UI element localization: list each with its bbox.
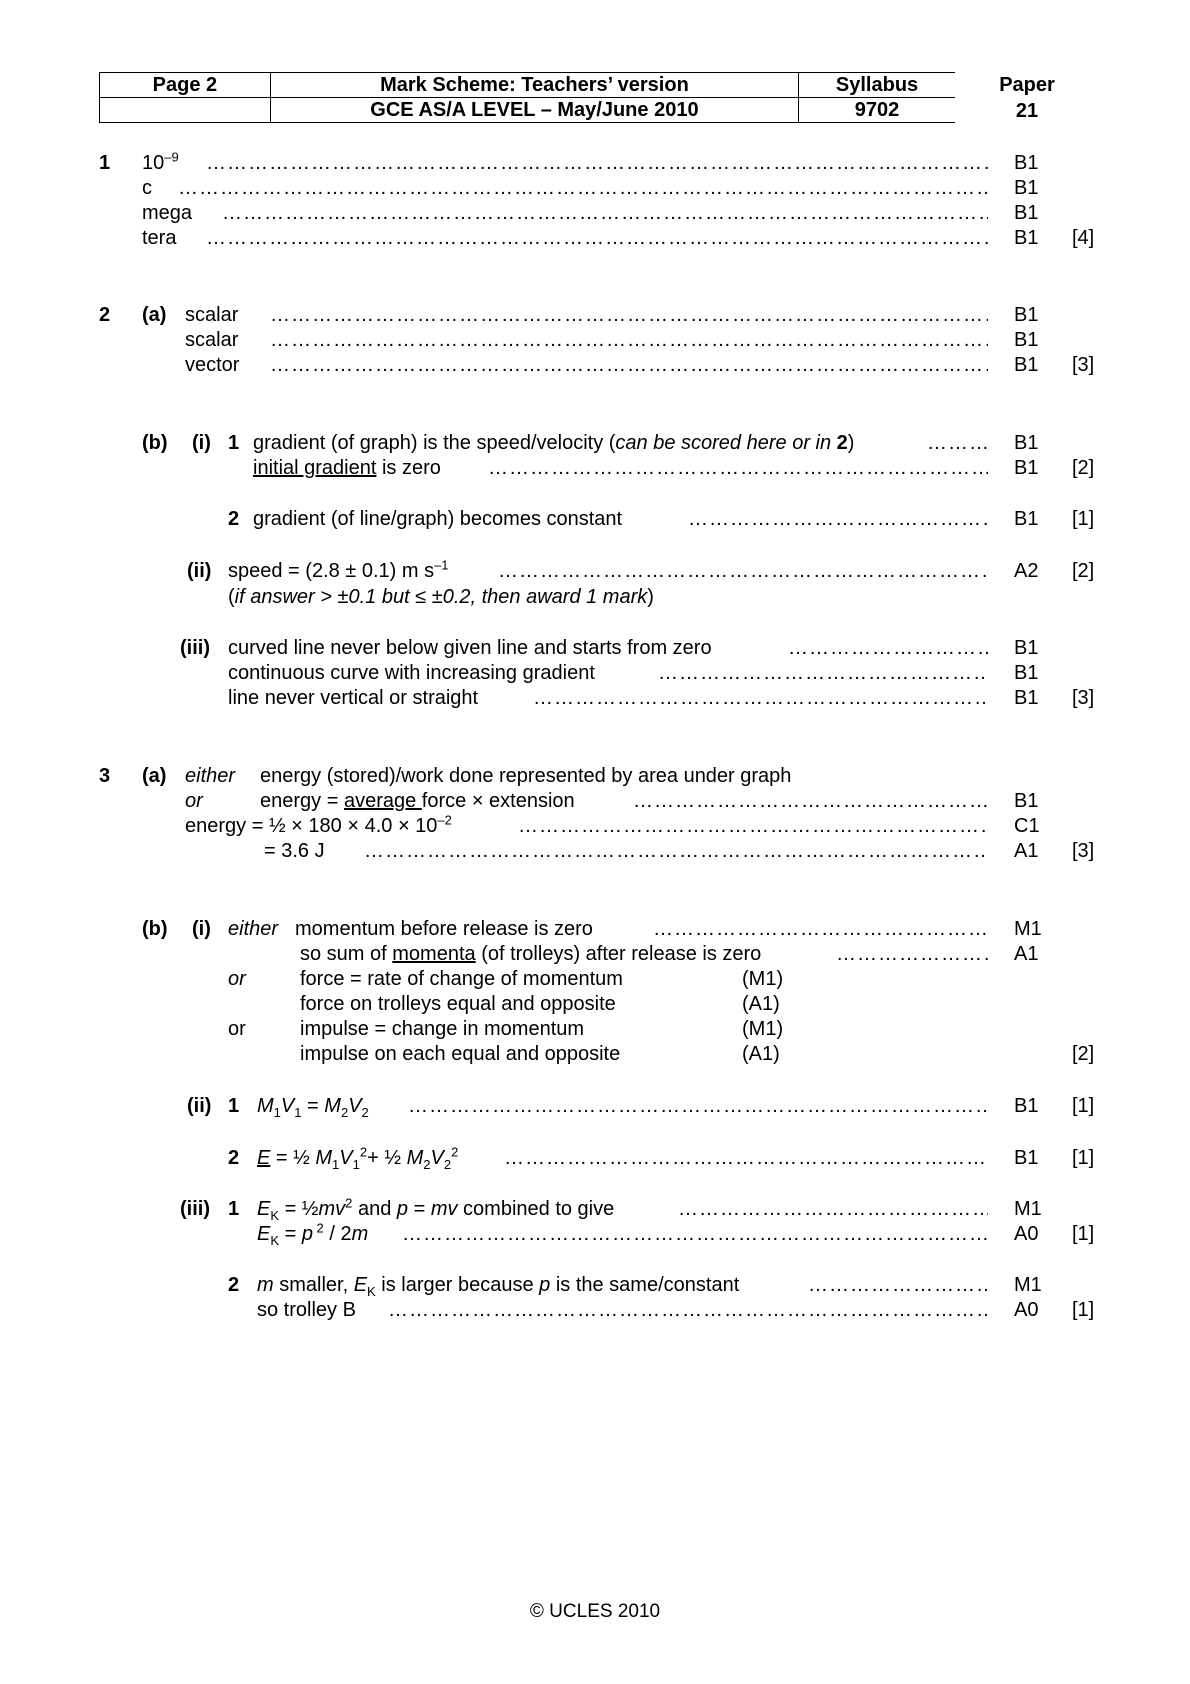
q3a-label: (a) — [142, 765, 167, 787]
q3biii2-mark2: A0 — [1014, 1299, 1039, 1321]
q3b-label: (b) — [142, 918, 168, 940]
q2bi2-mark: B1 — [1014, 508, 1039, 530]
dot-leader — [927, 431, 988, 455]
q1-mark: B1 — [1014, 152, 1039, 174]
q3a-or-text: energy = average force × extension — [260, 790, 575, 812]
q3a-total: [3] — [1072, 840, 1095, 862]
q2biii-mark: B1 — [1014, 637, 1039, 659]
q3biii1-line1: $E_K$ = $\frac{1}{2}mv^2$ and p = mv combined to give — [257, 1195, 615, 1223]
q3biii1-line2: $E_K = p$ $^2$ / 2m — [257, 1220, 369, 1248]
q2bi2-total: [1] — [1072, 508, 1095, 530]
header-blank — [100, 98, 271, 123]
q3bii1-mark: B1 — [1014, 1095, 1039, 1117]
q1-mark: B1 — [1014, 177, 1039, 199]
dot-leader — [678, 1197, 988, 1221]
q2a-mark: B1 — [1014, 329, 1039, 351]
q2bii-line1: speed = (2.8 ± 0.1) m $s^{-1}$ — [228, 557, 449, 582]
q2biii-item: curved line never below given line and starts from zero — [228, 637, 712, 659]
header-syllabus-label: Syllabus — [799, 73, 955, 98]
header-title: Mark Scheme: Teachers’ version — [270, 73, 798, 98]
q3a-calc-mark: C1 — [1014, 815, 1040, 837]
dot-leader — [688, 507, 988, 531]
q2a-item: vector — [185, 354, 240, 376]
q2bii-mark: A2 — [1014, 560, 1039, 582]
dot-leader — [633, 789, 988, 813]
dot-leader — [653, 917, 988, 941]
q3bi-or2-line2: impulse on each equal and opposite — [300, 1043, 621, 1065]
q2biii-label: (iii) — [180, 637, 210, 659]
q2bi1-mark1: B1 — [1014, 432, 1039, 454]
q3bii1-total: [1] — [1072, 1095, 1095, 1117]
dot-leader — [206, 226, 988, 250]
q3bi-label: (i) — [192, 918, 211, 940]
q3bii2-equation: E = ½ $M_1V_1^2+$ ½ $M_2V_2^2$ — [257, 1144, 459, 1172]
q3bi-total: [2] — [1072, 1043, 1095, 1065]
q3a-or: or — [185, 790, 203, 812]
q2a-label: (a) — [142, 304, 167, 326]
dot-leader — [270, 303, 988, 327]
q1-number: 1 — [99, 152, 111, 174]
footer-copyright: © UCLES 2010 — [529, 1601, 661, 1622]
q3biii2-number: 2 — [228, 1274, 240, 1296]
q3biii1-mark1: M1 — [1014, 1198, 1042, 1220]
q3bii1-number: 1 — [228, 1095, 240, 1117]
header-paper-label: Paper — [999, 74, 1055, 96]
dot-leader — [270, 353, 988, 377]
q1-total: [4] — [1072, 227, 1095, 249]
q3bii1-equation: $M_1V_1 = M_2V_2$ — [257, 1095, 369, 1120]
q2bii-total: [2] — [1072, 560, 1095, 582]
q3biii2-line1: m smaller, $E_K$ is larger because p is the same/constant — [257, 1274, 740, 1299]
q3bii2-mark: B1 — [1014, 1147, 1039, 1169]
q3bi-or1-line1: force = rate of change of momentum — [300, 968, 623, 990]
dot-leader — [533, 686, 988, 710]
q3a-or-mark: B1 — [1014, 790, 1039, 812]
dot-leader — [836, 942, 988, 966]
q1-item: mega — [142, 202, 193, 224]
dot-leader — [488, 456, 988, 480]
q2a-mark: B1 — [1014, 304, 1039, 326]
q3bii2-total: [1] — [1072, 1147, 1095, 1169]
q3a-either: either — [185, 765, 236, 787]
q3bi-either: either — [228, 918, 279, 940]
q2biii-mark: B1 — [1014, 662, 1039, 684]
q2a-total: [3] — [1072, 354, 1095, 376]
dot-leader — [788, 636, 988, 660]
q3bi-or2-line1: impulse = change in momentum — [300, 1018, 585, 1040]
q2-number: 2 — [99, 304, 111, 326]
q3biii2-line2: so trolley B — [257, 1299, 356, 1321]
q3bii-label: (ii) — [187, 1095, 212, 1117]
q3biii2-mark1: M1 — [1014, 1274, 1042, 1296]
q2a-item: scalar — [185, 304, 239, 326]
q3bi-line1: momentum before release is zero — [295, 918, 593, 940]
header-syllabus: 9702 — [799, 98, 955, 123]
header-table — [99, 72, 955, 123]
q2bi1-line2: initial gradient is zero — [253, 457, 441, 479]
q3bi-or2: or — [228, 1018, 246, 1040]
q2bi1-number: 1 — [228, 432, 240, 454]
q3biii1-number: 1 — [228, 1198, 240, 1220]
q1-item: $10^{-9}$ — [142, 149, 179, 174]
q3bi-line2: so sum of momenta (of trolleys) after release is zero — [300, 943, 762, 965]
q2bi1-total: [2] — [1072, 457, 1095, 479]
q3bi-mark1: M1 — [1014, 918, 1042, 940]
header-paper: 21 — [1015, 100, 1039, 122]
header-subtitle: GCE AS/A LEVEL – May/June 2010 — [270, 98, 798, 123]
q2biii-mark: B1 — [1014, 687, 1039, 709]
q2bii-note: (if answer > ±0.1 but ≤ ±0.2, then award 1 mark) — [228, 586, 654, 608]
q2b-label: (b) — [142, 432, 168, 454]
q2bi-label: (i) — [192, 432, 211, 454]
dot-leader — [388, 1298, 988, 1322]
dot-leader — [402, 1222, 988, 1246]
q2biii-item: line never vertical or straight — [228, 687, 479, 709]
q3a-either-text: energy (stored)/work done represented by area under graph — [260, 765, 792, 787]
q3bi-mark2: A1 — [1014, 943, 1039, 965]
q3bi-or1-line2: force on trolleys equal and opposite — [300, 993, 616, 1015]
dot-leader — [222, 201, 988, 225]
q2biii-total: [3] — [1072, 687, 1095, 709]
q2bi2-text: gradient (of line/graph) becomes constant — [253, 508, 623, 530]
dot-leader — [270, 328, 988, 352]
dot-leader — [504, 1146, 988, 1170]
header-page: Page 2 — [100, 73, 271, 98]
q2bi2-number: 2 — [228, 508, 240, 530]
q3bi-or1: or — [228, 968, 246, 990]
q3a-calc: energy = ½ × $180 \times 4.0 \times 10^{-2}$ — [185, 812, 452, 837]
q2bi1-mark2: B1 — [1014, 457, 1039, 479]
q3bi-or1-mark1: (M1) — [742, 968, 784, 990]
dot-leader — [498, 559, 988, 583]
q2a-item: scalar — [185, 329, 239, 351]
q3bii2-number: 2 — [228, 1147, 240, 1169]
q1-item: tera — [142, 227, 177, 249]
dot-leader — [206, 151, 988, 175]
dot-leader — [364, 839, 988, 863]
q2biii-item: continuous curve with increasing gradient — [228, 662, 595, 684]
q3a-result: = 3.6 J — [264, 840, 325, 862]
dot-leader — [658, 661, 988, 685]
q3biii-label: (iii) — [180, 1198, 210, 1220]
q3biii1-total: [1] — [1072, 1223, 1095, 1245]
dot-leader — [408, 1094, 988, 1118]
q3bi-or1-mark2: (A1) — [742, 993, 780, 1015]
q3a-result-mark: A1 — [1014, 840, 1039, 862]
q3bi-or2-mark1: (M1) — [742, 1018, 784, 1040]
q3biii1-mark2: A0 — [1014, 1223, 1039, 1245]
q3biii2-total: [1] — [1072, 1299, 1095, 1321]
q1-item: c — [142, 177, 152, 199]
q1-mark: B1 — [1014, 227, 1039, 249]
q2bi1-line1: gradient (of graph) is the speed/velocity (can be scored here or in 2) — [253, 432, 855, 454]
dot-leader — [178, 176, 988, 200]
q1-mark: B1 — [1014, 202, 1039, 224]
dot-leader — [808, 1273, 988, 1297]
q2bii-label: (ii) — [187, 560, 212, 582]
q2a-mark: B1 — [1014, 354, 1039, 376]
q3bi-or2-mark2: (A1) — [742, 1043, 780, 1065]
dot-leader — [518, 814, 988, 838]
q3-number: 3 — [99, 765, 111, 787]
